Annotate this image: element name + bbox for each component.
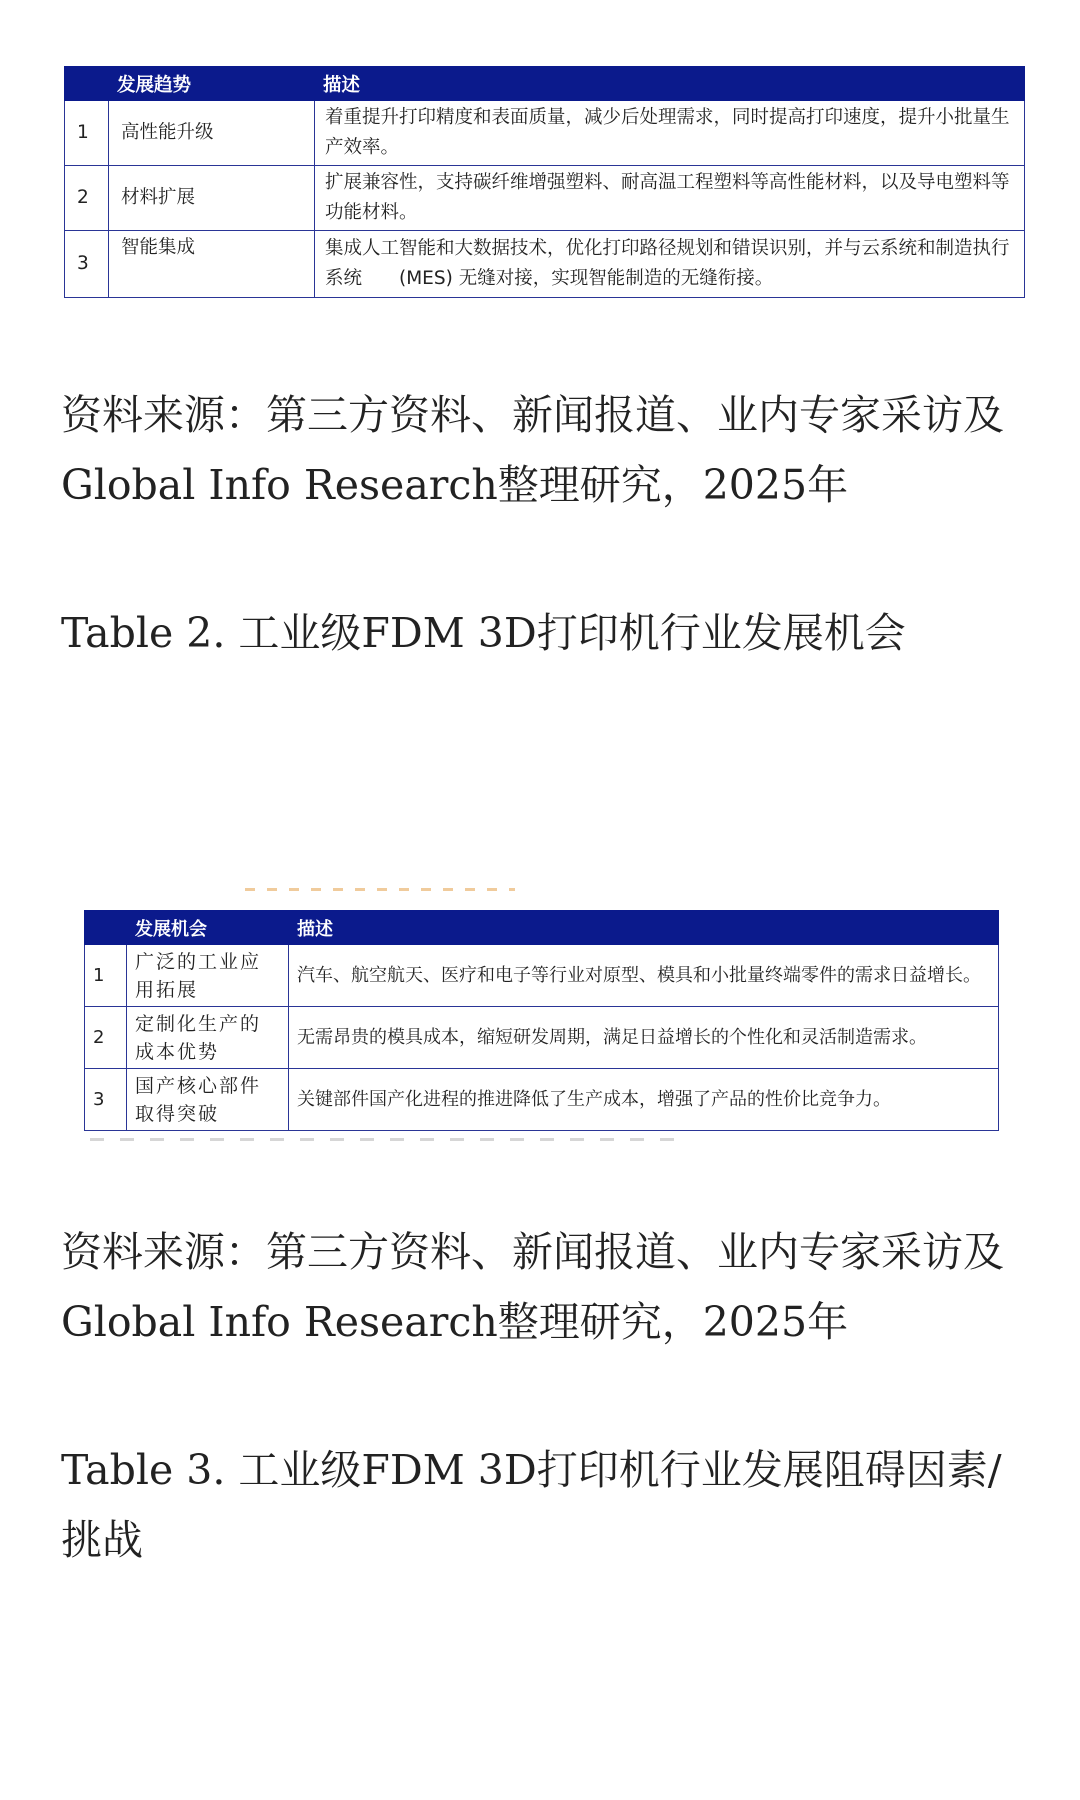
source-note: 资料来源：第三方资料、新闻报道、业内专家采访及Global Info Research整理研究，2025年 [61,391,1004,509]
row-number: 1 [85,945,127,1007]
row-number: 3 [65,231,109,298]
trends-table [64,66,1025,298]
scan-artifact [90,1138,690,1141]
header-desc: 描述 [289,911,999,945]
row-item: 智能集成 [109,231,315,298]
table-row [65,231,1025,298]
row-description: 汽车、航空航天、医疗和电子等行业对原型、模具和小批量终端零件的需求日益增长。 [289,945,999,1007]
source-note: 资料来源：第三方资料、新闻报道、业内专家采访及Global Info Research整理研究，2025年 [61,1228,1004,1346]
row-number: 1 [65,101,109,166]
row-item: 定制化生产的成本优势 [127,1007,289,1069]
table-header-row [85,911,999,945]
header-trend: 发展趋势 [109,67,315,101]
table-row [65,166,1025,231]
table-row [85,1007,999,1069]
row-item: 广泛的工业应用拓展 [127,945,289,1007]
scan-artifact [245,888,515,891]
row-description: 集成人工智能和大数据技术，优化打印路径规划和错误识别，并与云系统和制造执行系统 (MES) 无缝对接，实现智能制造的无缝衔接。 [315,231,1025,298]
table-header-row [65,67,1025,101]
table-row [85,945,999,1007]
row-description: 关键部件国产化进程的推进降低了生产成本，增强了产品的性价比竞争力。 [289,1069,999,1131]
row-item: 高性能升级 [109,101,315,166]
row-number: 2 [65,166,109,231]
row-description: 扩展兼容性，支持碳纤维增强塑料、耐高温工程塑料等高性能材料，以及导电塑料等功能材料。 [315,166,1025,231]
row-description: 着重提升打印精度和表面质量，减少后处理需求，同时提高打印速度，提升小批量生产效率。 [315,101,1025,166]
row-number: 3 [85,1069,127,1131]
table-row [85,1069,999,1131]
table-caption: Table 3. 工业级FDM 3D打印机行业发展阻碍因素/挑战 [61,1446,1002,1564]
row-item: 材料扩展 [109,166,315,231]
opportunities-table [84,910,999,1131]
header-no [85,911,127,945]
table-caption: Table 2. 工业级FDM 3D打印机行业发展机会 [61,609,906,657]
header-opportunity: 发展机会 [127,911,289,945]
table-row [65,101,1025,166]
row-description: 无需昂贵的模具成本，缩短研发周期，满足日益增长的个性化和灵活制造需求。 [289,1007,999,1069]
header-desc: 描述 [315,67,1025,101]
row-item: 国产核心部件取得突破 [127,1069,289,1131]
row-number: 2 [85,1007,127,1069]
header-no [65,67,109,101]
